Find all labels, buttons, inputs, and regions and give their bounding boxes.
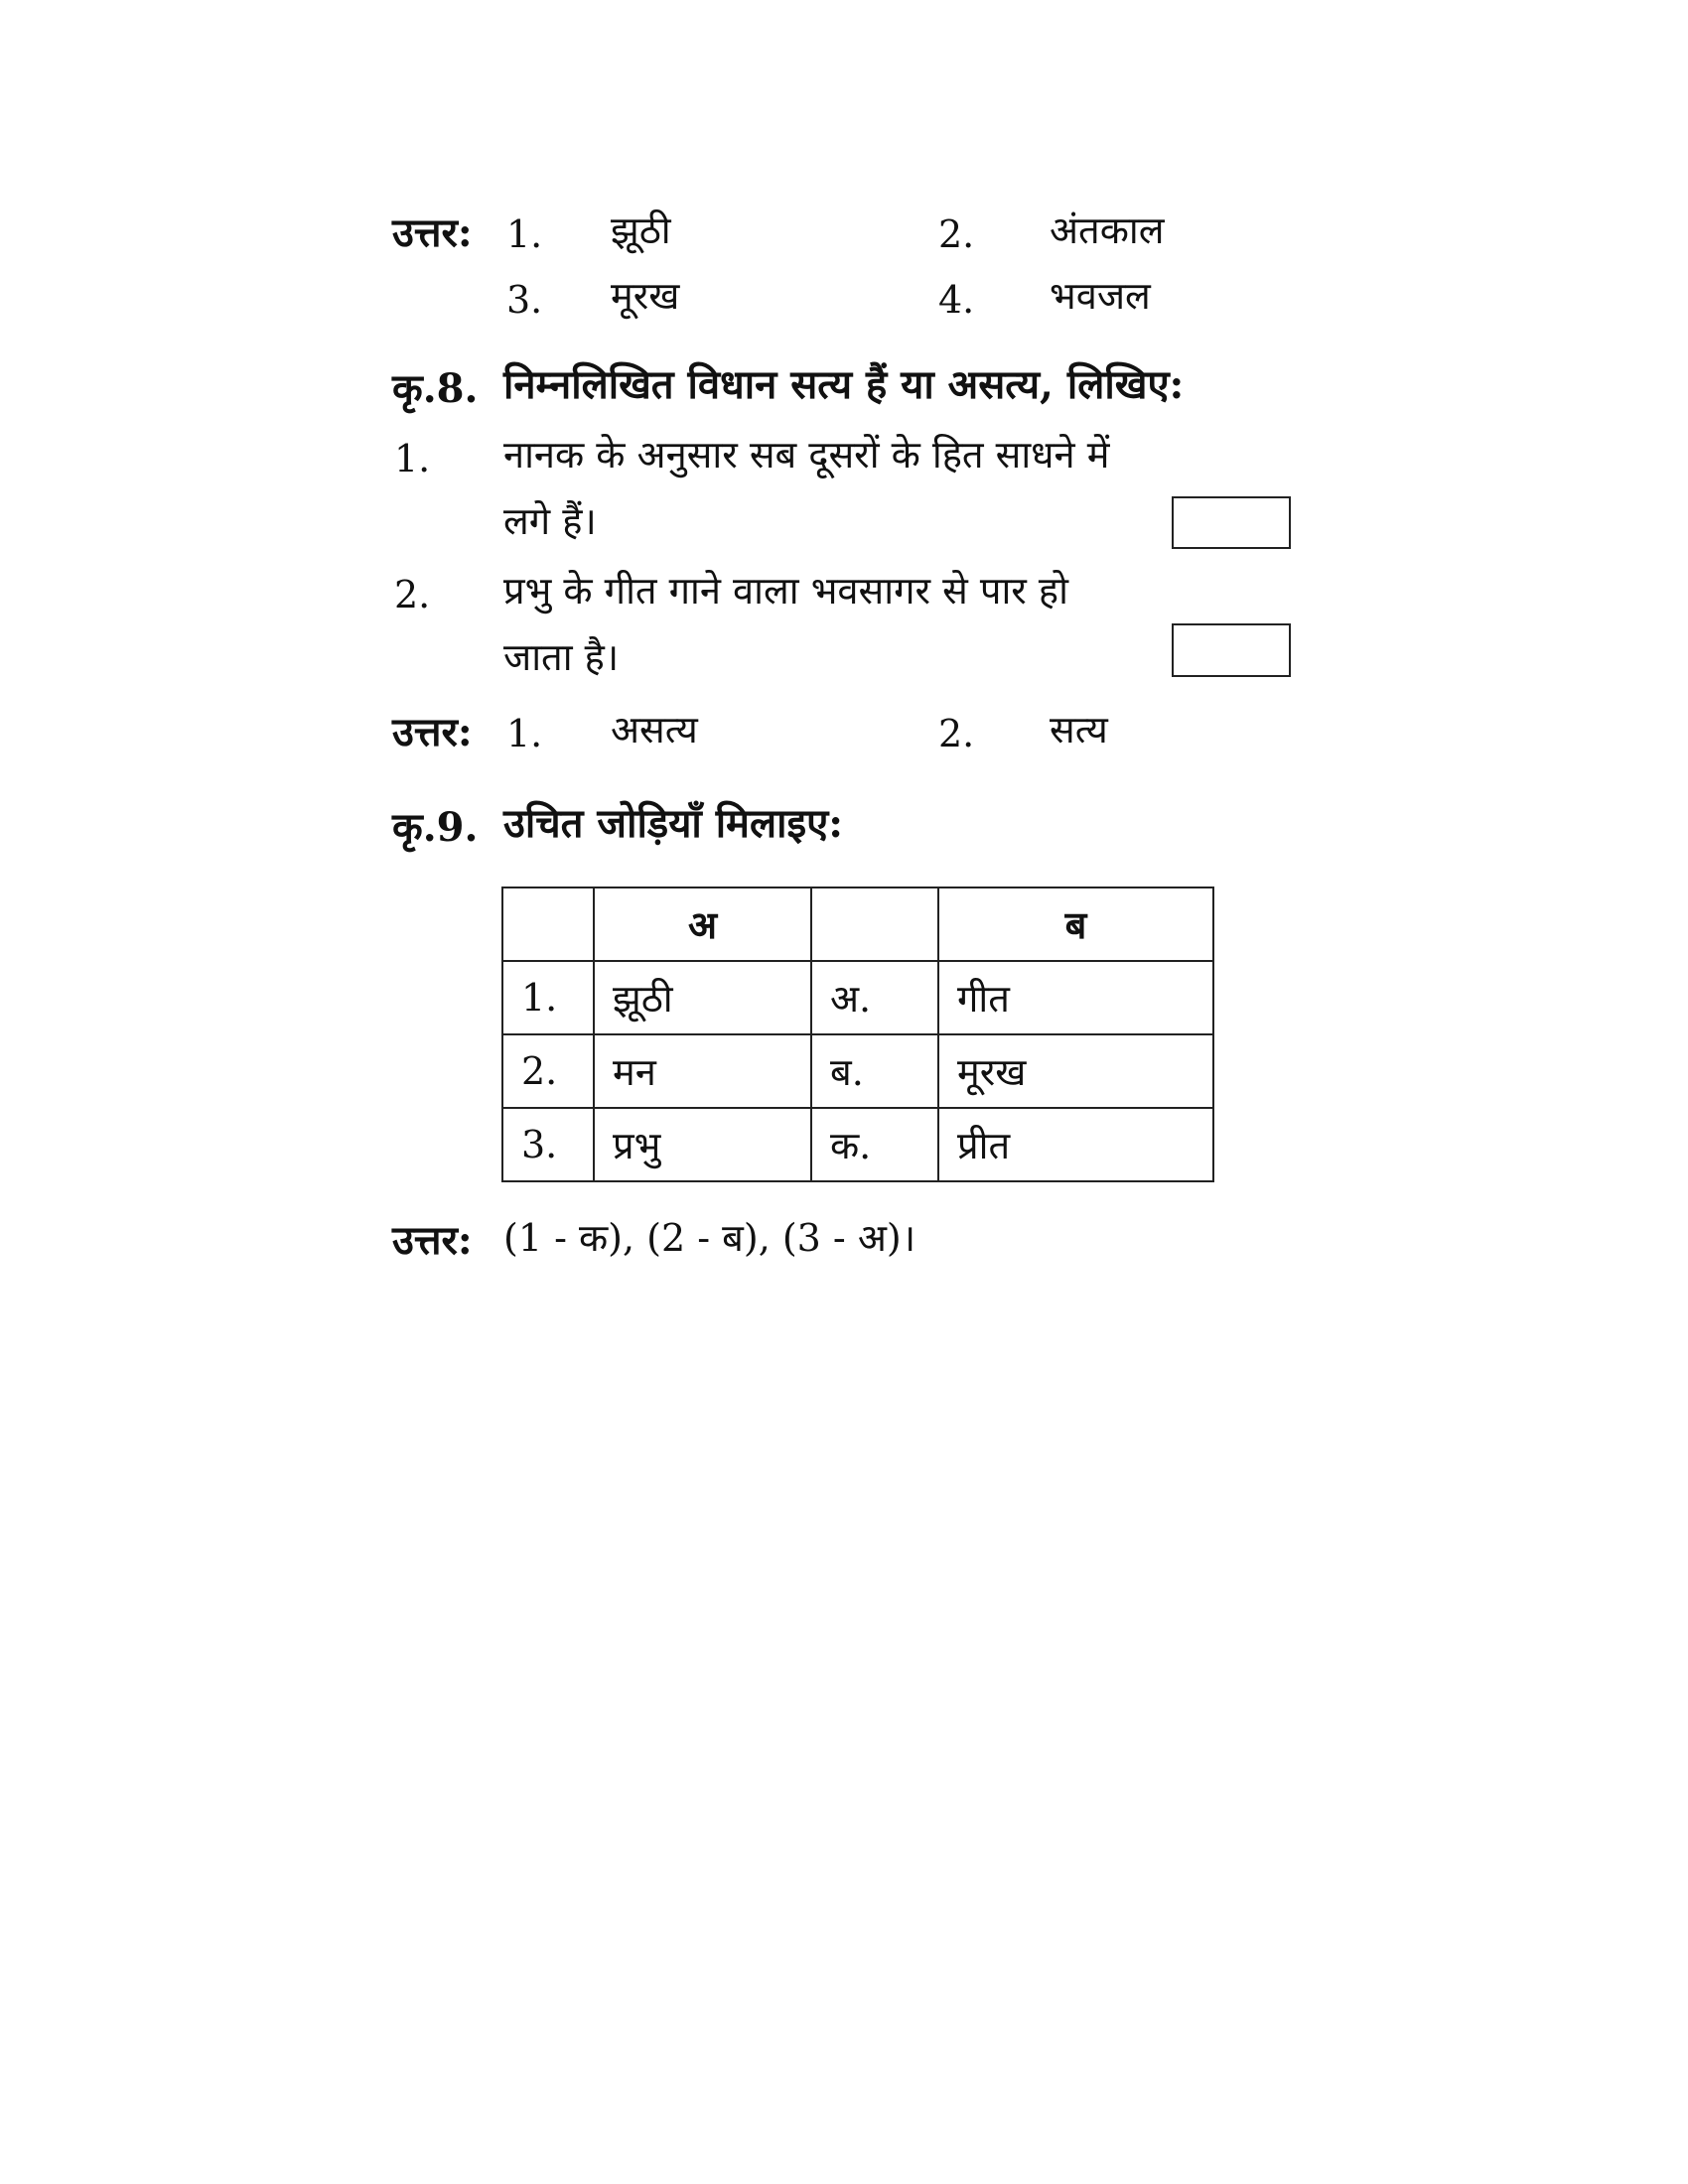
answer-item-text: अंतकाल [1050, 208, 1165, 252]
statement-line: लगे हैं। [503, 499, 597, 543]
column-a-header: अ [594, 887, 811, 961]
match-table [501, 887, 1214, 1182]
answer-item-number: 4. [938, 278, 975, 322]
answer-label: उत्तर: [392, 709, 473, 755]
question-title: निम्नलिखित विधान सत्य हैं या असत्य, लिखिए: [503, 361, 1185, 408]
column-b-header: ब [938, 887, 1213, 961]
table-header-cell [502, 887, 594, 961]
answer-item-text: सत्य [1050, 708, 1108, 751]
answer-box[interactable] [1172, 623, 1291, 677]
answer-item-text: भवजल [1050, 274, 1151, 318]
answer-label: उत्तर: [392, 1217, 473, 1264]
statement-line: नानक के अनुसार सब दूसरों के हित साधने में [503, 433, 1110, 477]
table-row [502, 1108, 1213, 1181]
statement-number: 2. [394, 573, 431, 616]
answer-item-text: असत्य [611, 708, 698, 751]
table-cell: अ. [811, 961, 938, 1034]
answer-box[interactable] [1172, 496, 1291, 549]
table-cell: 1. [502, 961, 594, 1034]
question-number: कृ.8. [392, 365, 479, 412]
table-cell: ब. [811, 1034, 938, 1108]
statement-line: जाता है। [503, 635, 620, 679]
table-cell: 3. [502, 1108, 594, 1181]
table-cell: 2. [502, 1034, 594, 1108]
answer-item-number: 2. [938, 212, 975, 256]
table-cell: गीत [938, 961, 1213, 1034]
answer-item-number: 3. [506, 278, 543, 322]
question-title: उचित जोड़ियाँ मिलाइए: [503, 800, 843, 847]
table-cell: मन [594, 1034, 811, 1108]
answer-item-text: झूठी [611, 208, 671, 252]
answer-item-text: मूरख [611, 274, 680, 318]
table-cell: झूठी [594, 961, 811, 1034]
table-header-cell [811, 887, 938, 961]
table-cell: क. [811, 1108, 938, 1181]
table-cell: प्रभु [594, 1108, 811, 1181]
match-answer: (1 - क), (2 - ब), (3 - अ)। [503, 1216, 916, 1260]
answer-item-number: 1. [506, 212, 543, 256]
table-row [502, 1034, 1213, 1108]
question-number: कृ.9. [392, 804, 479, 851]
answer-item-number: 1. [506, 712, 543, 755]
table-header-row [502, 887, 1213, 961]
answer-label: उत्तर: [392, 209, 473, 256]
statement-line: प्रभु के गीत गाने वाला भवसागर से पार हो [503, 569, 1068, 613]
table-row [502, 961, 1213, 1034]
table-cell: मूरख [938, 1034, 1213, 1108]
answer-item-number: 2. [938, 712, 975, 755]
table-cell: प्रीत [938, 1108, 1213, 1181]
statement-number: 1. [394, 437, 431, 480]
